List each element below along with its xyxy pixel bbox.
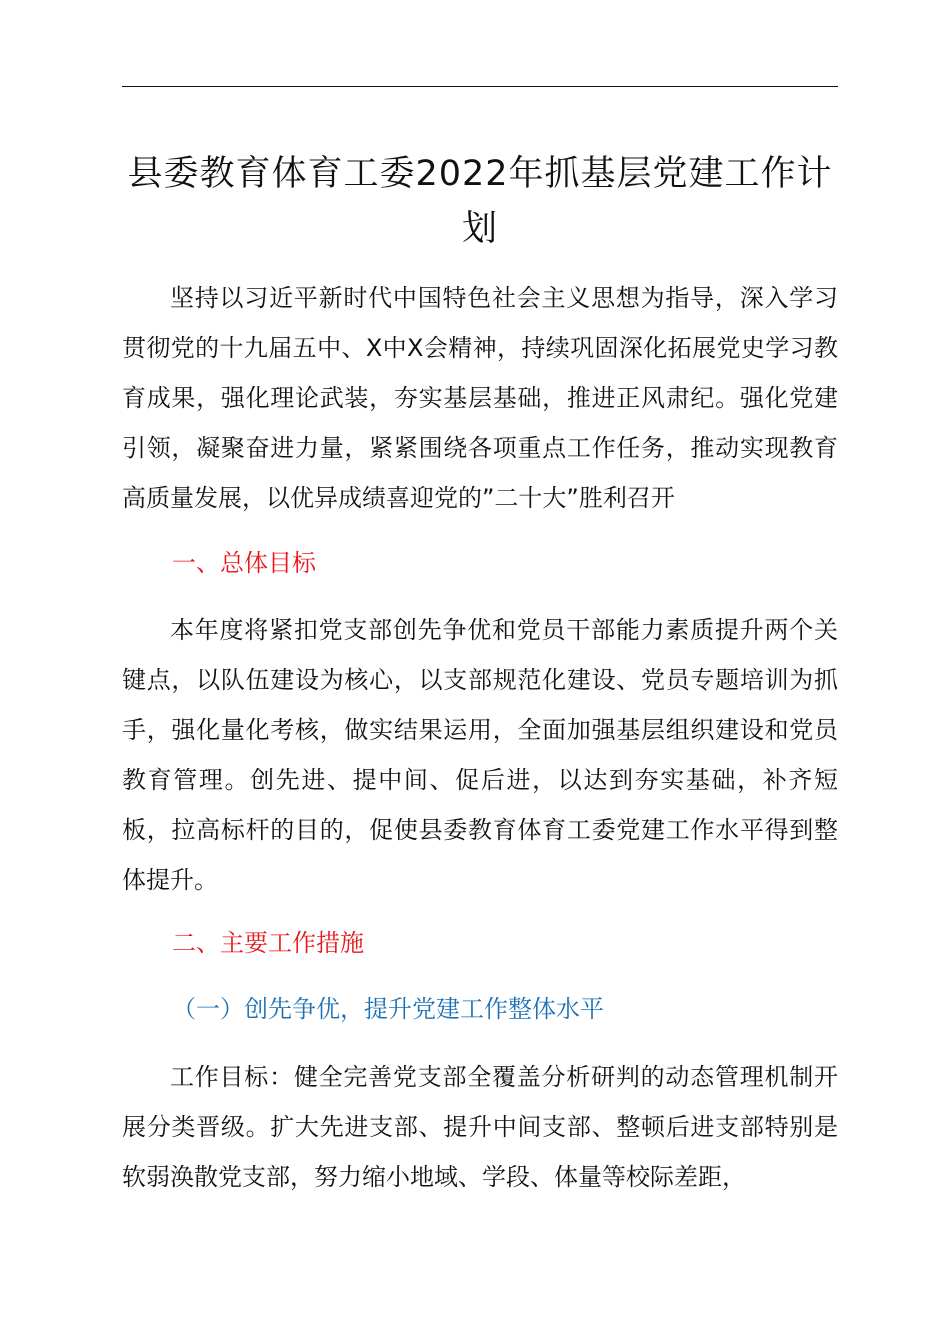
header-rule bbox=[122, 86, 838, 87]
intro-paragraph: 坚持以习近平新时代中国特色社会主义思想为指导，深入学习贯彻党的十九届五中、X中X会精神，持续巩固深化拓展党史学习教育成果，强化理论武装，夯实基层基础，推进正风肃纪。强化党建引领，凝聚奋进力量，紧紧围绕各项重点工作任务，推动实现教育高质量发展，以优异成绩喜迎党的”二十大”胜利召开 bbox=[122, 284, 838, 512]
section-heading-main-measures: 二、主要工作措施 bbox=[172, 929, 364, 957]
section-heading-overall-goal: 一、总体目标 bbox=[172, 549, 316, 577]
overall-goal-paragraph: 本年度将紧扣党支部创先争优和党员干部能力素质提升两个关键点，以队伍建设为核心，以支部规范化建设、党员专题培训为抓手，强化量化考核，做实结果运用，全面加强基层组织建设和党员教育管理。创先进、提中间、促后进，以达到夯实基础，补齐短板，拉高标杆的目的，促使县委教育体育工委党建工作水平得到整体提升。 bbox=[122, 616, 838, 894]
work-goal-paragraph: 工作目标：健全完善党支部全覆盖分析研判的动态管理机制开展分类晋级。扩大先进支部、提升中间支部、整顿后进支部特别是软弱涣散党支部，努力缩小地域、学段、体量等校际差距， bbox=[122, 1063, 838, 1191]
subsection-heading-excellence: （一）创先争优，提升党建工作整体水平 bbox=[172, 995, 604, 1023]
document-title: 县委教育体育工委2022年抓基层党建工作计划 bbox=[127, 154, 833, 249]
